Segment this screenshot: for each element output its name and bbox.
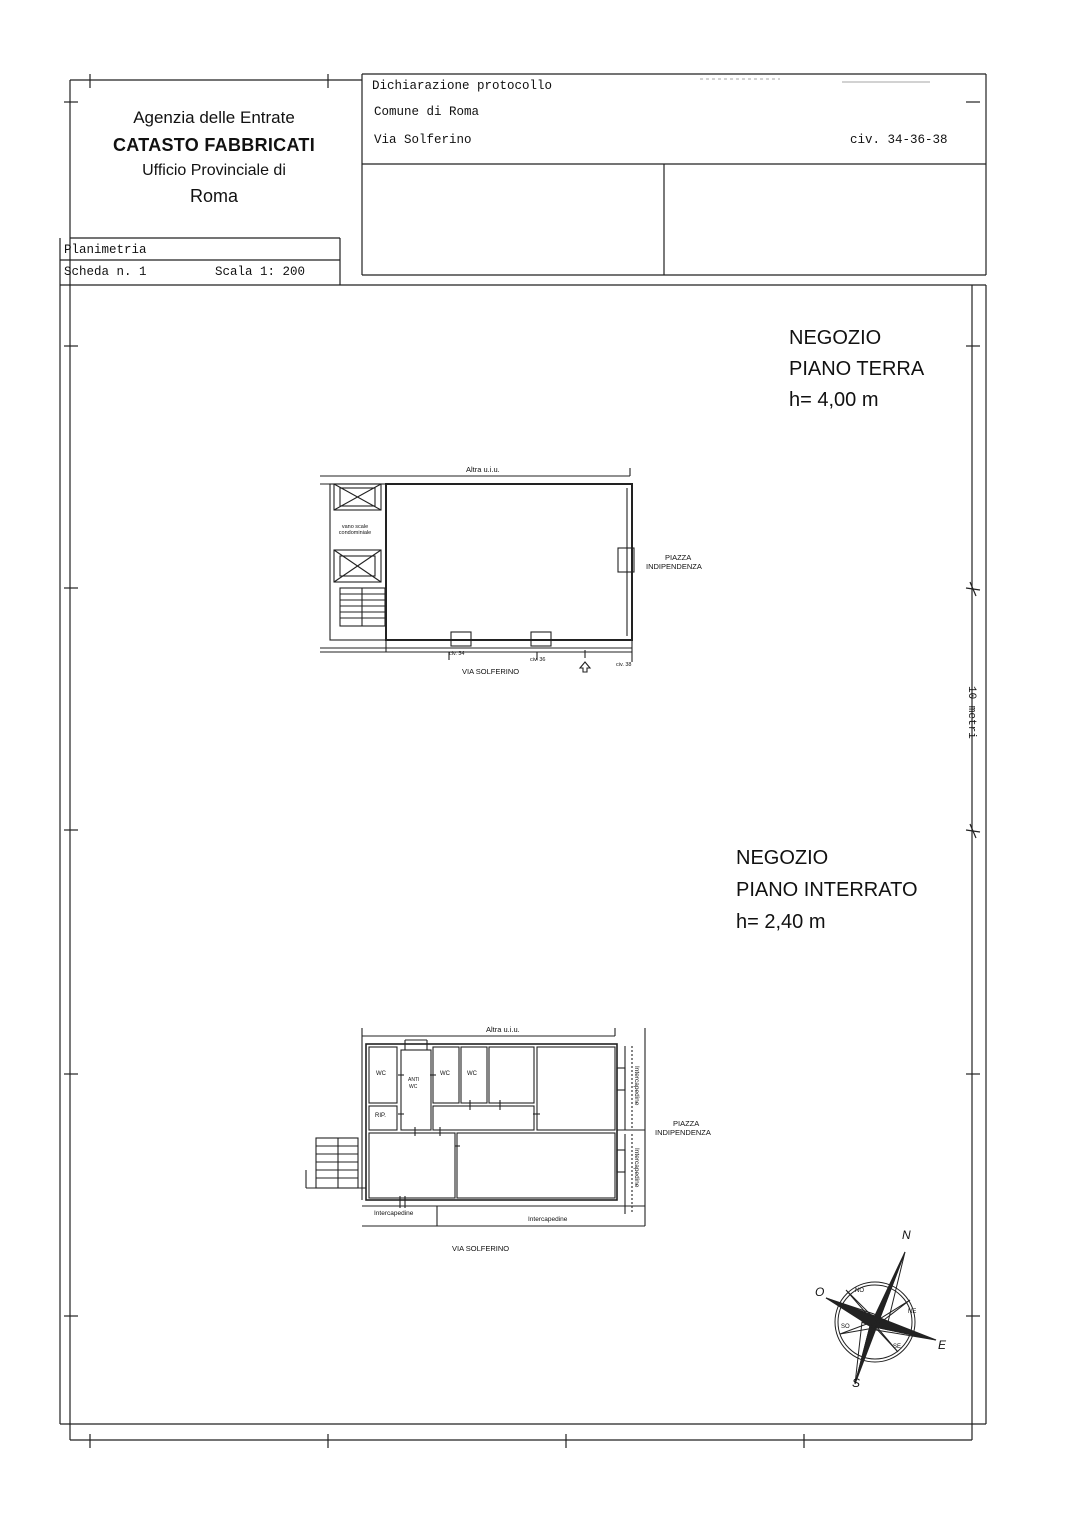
ground-floor-height: h= 4,00 m xyxy=(789,389,879,411)
sheet-title: Planimetria xyxy=(64,243,147,257)
compass-so-label: SO xyxy=(841,1324,850,1330)
ground-floor-use: NEGOZIO xyxy=(789,327,882,349)
basement-use: NEGOZIO xyxy=(736,847,829,869)
gf-stair-label: vano scale condominiale xyxy=(338,524,372,536)
street-label: Via Solferino xyxy=(374,133,472,147)
compass-o-label: O xyxy=(815,1285,825,1299)
compass-ne-label: NE xyxy=(908,1309,917,1315)
bs-street-label: VIA SOLFERINO xyxy=(452,1244,510,1253)
bs-anti-2: WC xyxy=(409,1084,418,1090)
compass-no-label: NO xyxy=(855,1288,864,1294)
declaration-label: Dichiarazione protocollo xyxy=(372,79,553,93)
bs-intercapedine-bottom-1: Intercapedine xyxy=(374,1210,414,1217)
scale-bar-label: 10 metri xyxy=(965,686,977,739)
basement-level: PIANO INTERRATO xyxy=(736,879,918,901)
gf-civ-34: civ. 34 xyxy=(449,651,465,657)
bs-wc-3: WC xyxy=(467,1071,477,1077)
sheet-scale: Scala 1: 200 xyxy=(215,265,306,279)
gf-neighbor-label: Altra u.i.u. xyxy=(466,465,500,474)
compass-n-label: N xyxy=(902,1228,911,1242)
bs-neighbor-label: Altra u.i.u. xyxy=(486,1025,520,1034)
basement-height: h= 2,40 m xyxy=(736,911,826,933)
gf-square-label-2: INDIPENDENZA xyxy=(646,562,702,571)
office-city: Roma xyxy=(189,186,238,206)
gf-civ-36: civ. 36 xyxy=(530,657,546,663)
compass-e-label: E xyxy=(938,1338,947,1352)
ground-floor-level: PIANO TERRA xyxy=(789,358,925,380)
bs-wc-2: WC xyxy=(440,1071,450,1077)
civic-numbers: civ. 34-36-38 xyxy=(850,133,948,147)
bs-rip-label: RIP. xyxy=(375,1113,386,1119)
bs-square-label-2: INDIPENDENZA xyxy=(655,1128,711,1137)
compass-s-label: S xyxy=(852,1376,861,1390)
bs-square-label-1: PIAZZA xyxy=(673,1119,700,1128)
registry-title: CATASTO FABBRICATI xyxy=(112,135,316,155)
compass-se-label: SE xyxy=(893,1344,902,1350)
gf-civ-38: civ. 38 xyxy=(616,662,632,668)
bs-intercapedine-bottom-2: Intercapedine xyxy=(528,1216,568,1223)
bs-wc-1: WC xyxy=(376,1071,386,1077)
office-label: Ufficio Provinciale di xyxy=(142,162,286,179)
bs-intercapedine-right-2: Intercapedine xyxy=(633,1148,640,1188)
bs-anti-1: ANTI xyxy=(408,1077,420,1083)
gf-street-label: VIA SOLFERINO xyxy=(462,667,520,676)
sheet-number: Scheda n. 1 xyxy=(64,265,147,279)
agency-name: Agenzia delle Entrate xyxy=(133,108,295,127)
comune-label: Comune di Roma xyxy=(374,105,480,119)
gf-square-label-1: PIAZZA xyxy=(665,553,692,562)
bs-intercapedine-right-1: Intercapedine xyxy=(633,1066,640,1106)
